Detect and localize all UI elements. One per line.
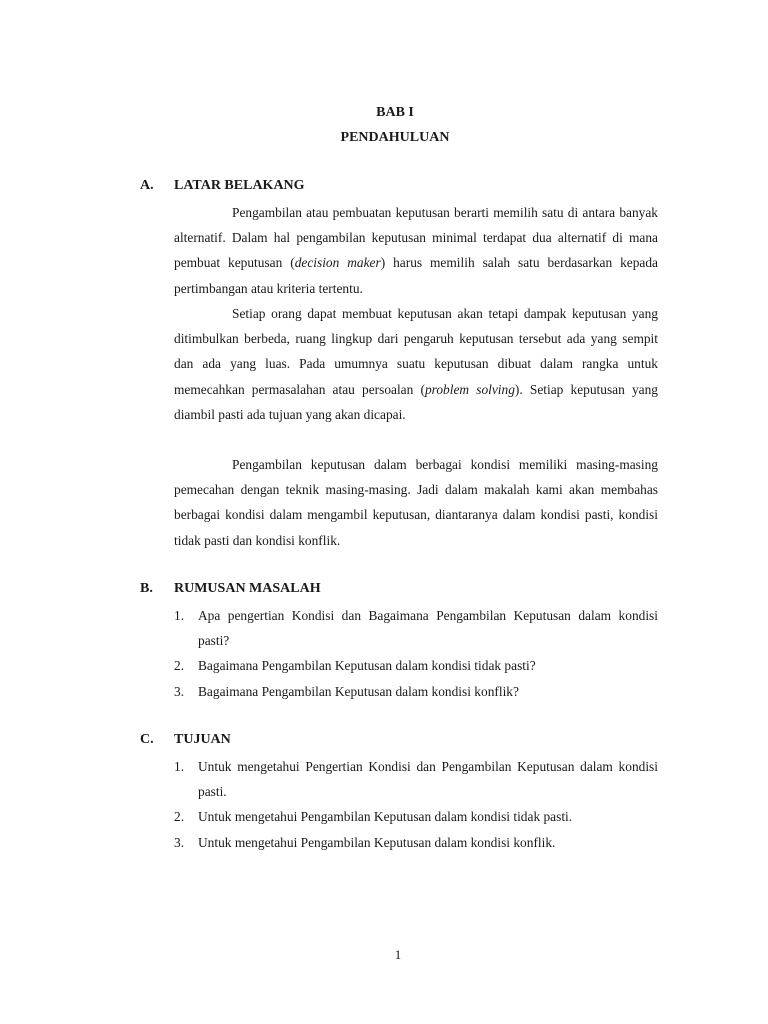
chapter-title: PENDAHULUAN (340, 130, 450, 145)
list-item (174, 754, 658, 804)
section-b-title: RUMUSAN MASALAH (174, 581, 321, 596)
list-item-text: Untuk mengetahui Pengambilan Keputusan dalam kondisi konflik. (198, 834, 556, 850)
list-item (174, 804, 658, 829)
section-b-letter: B. (140, 581, 153, 596)
background-paragraph-3 (174, 452, 658, 553)
text-run: ). Setiap keputusan yang diambil pasti ada tujuan yang akan dicapai. (174, 381, 658, 422)
list-item-number: 1. (174, 759, 185, 774)
list-item-number: 3. (174, 683, 185, 699)
text-run: Pengambilan atau pembuatan keputusan berarti memilih satu di antara banyak alternatif. Dalam hal pengambilan keputusan minimal terdapat dua alternatif di mana pembuat keputusan ( (174, 205, 658, 271)
section-a-title: LATAR BELAKANG (174, 178, 305, 193)
section-c-letter: C. (140, 732, 154, 747)
section-a-letter: A. (140, 178, 154, 193)
background-paragraph-1 (174, 200, 658, 301)
list-item-text: Untuk mengetahui Pengertian Kondisi dan Pengambilan Keputusan dalam kondisi pasti. (198, 759, 658, 800)
page-number: 1 (394, 947, 402, 962)
chapter-label: BAB I (376, 105, 414, 120)
list-item-number: 2. (174, 809, 185, 825)
problem-list (174, 603, 658, 704)
objective-list (174, 754, 658, 855)
list-item-text: Untuk mengetahui Pengambilan Keputusan dalam kondisi tidak pasti. (198, 809, 573, 825)
text-run: ) harus memilih salah satu berdasarkan kepada pertimbangan atau kriteria tertentu. (174, 255, 659, 296)
list-item-text: Bagaimana Pengambilan Keputusan dalam kondisi konflik? (198, 683, 519, 699)
list-item-number: 2. (174, 658, 185, 674)
list-item-number: 3. (174, 834, 185, 850)
list-item-text: Apa pengertian Kondisi dan Bagaimana Pengambilan Keputusan dalam kondisi pasti? (198, 608, 658, 649)
list-item (174, 679, 658, 704)
list-item (174, 830, 658, 855)
background-paragraph-2 (174, 301, 658, 427)
section-c-title: TUJUAN (174, 732, 231, 747)
list-item (174, 603, 658, 653)
list-item (174, 653, 658, 678)
list-item-text: Bagaimana Pengambilan Keputusan dalam kondisi tidak pasti? (198, 658, 536, 674)
italic-term: decision maker (294, 255, 381, 271)
text-run: Setiap orang dapat membuat keputusan akan tetapi dampak keputusan yang ditimbulkan berbeda, ruang lingkup dari pengaruh keputusan tersebut ada yang sempit dan ada yang luas. Pada umumnya suatu keputusan dibuat dalam rangka untuk memecahkan permasalahan atau persoalan ( (174, 306, 658, 397)
list-item-number: 1. (174, 608, 185, 623)
text-run: Pengambilan keputusan dalam berbagai kondisi memiliki masing-masing pemecahan dengan teknik masing-masing. Jadi dalam makalah kami akan membahas berbagai kondisi dalam mengambil keputusan, diantaranya dalam kondisi pasti, kondisi tidak pasti dan kondisi konflik. (174, 457, 658, 548)
italic-term: problem solving (424, 381, 515, 397)
